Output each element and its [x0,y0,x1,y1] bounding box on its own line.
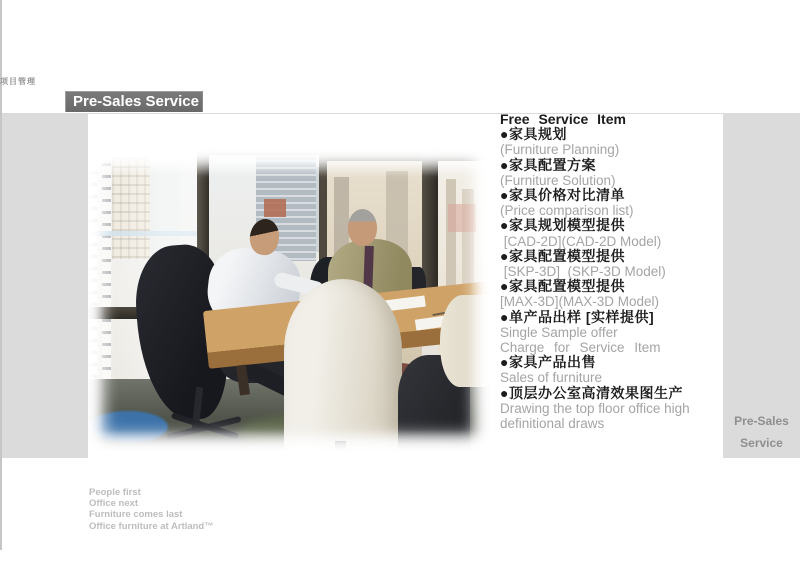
footer-tagline [89,487,214,532]
service-line: ●顶层办公室高清效果图生产 [500,384,683,401]
service-line: ●单产品出样 [实样提供] [500,308,655,325]
project-management-label: 项目管理 [0,77,36,86]
meeting-photo [88,149,490,451]
service-list [500,112,726,431]
service-line: Free Service Item [500,111,626,127]
page-title: Pre-Sales Service [65,91,203,112]
sidebar-label-line2: Service [740,436,783,450]
service-line: ●家具价格对比清单 [500,187,625,204]
service-line: ●家具产品出售 [500,354,596,371]
service-line: [SKP-3D] (SKP-3D Model) [500,264,666,280]
service-line: (Price comparison list) [500,203,634,219]
service-line: Single Sample offer [500,324,618,340]
footer-line: Office furniture at Artland™ [89,520,214,532]
service-line: [CAD-2D](CAD-2D Model) [500,233,662,249]
service-line: [MAX-3D](MAX-3D Model) [500,294,660,310]
footer-line: Office next [89,498,139,510]
service-line: Sales of furniture [500,370,603,386]
service-line: ●家具配置模型提供 [500,278,625,295]
service-line: ●家具配置方案 [500,156,596,173]
footer-line: Furniture comes last [89,509,183,521]
service-line: ●家具配置模型提供 [500,247,625,264]
sidebar-label [723,410,800,454]
footer-line: People first [89,487,141,498]
service-line: ●家具规划 [500,126,567,143]
service-line: ●家具规划模型提供 [500,217,625,234]
service-line: Charge for Service Item [500,340,661,356]
service-line: definitional draws [500,416,605,432]
photo-soft-edge [88,149,490,451]
sidebar-label-line1: Pre-Sales [734,414,789,428]
service-line: (Furniture Solution) [500,172,616,188]
service-line: Drawing the top floor office high [500,400,690,416]
service-line: (Furniture Planning) [500,142,620,158]
